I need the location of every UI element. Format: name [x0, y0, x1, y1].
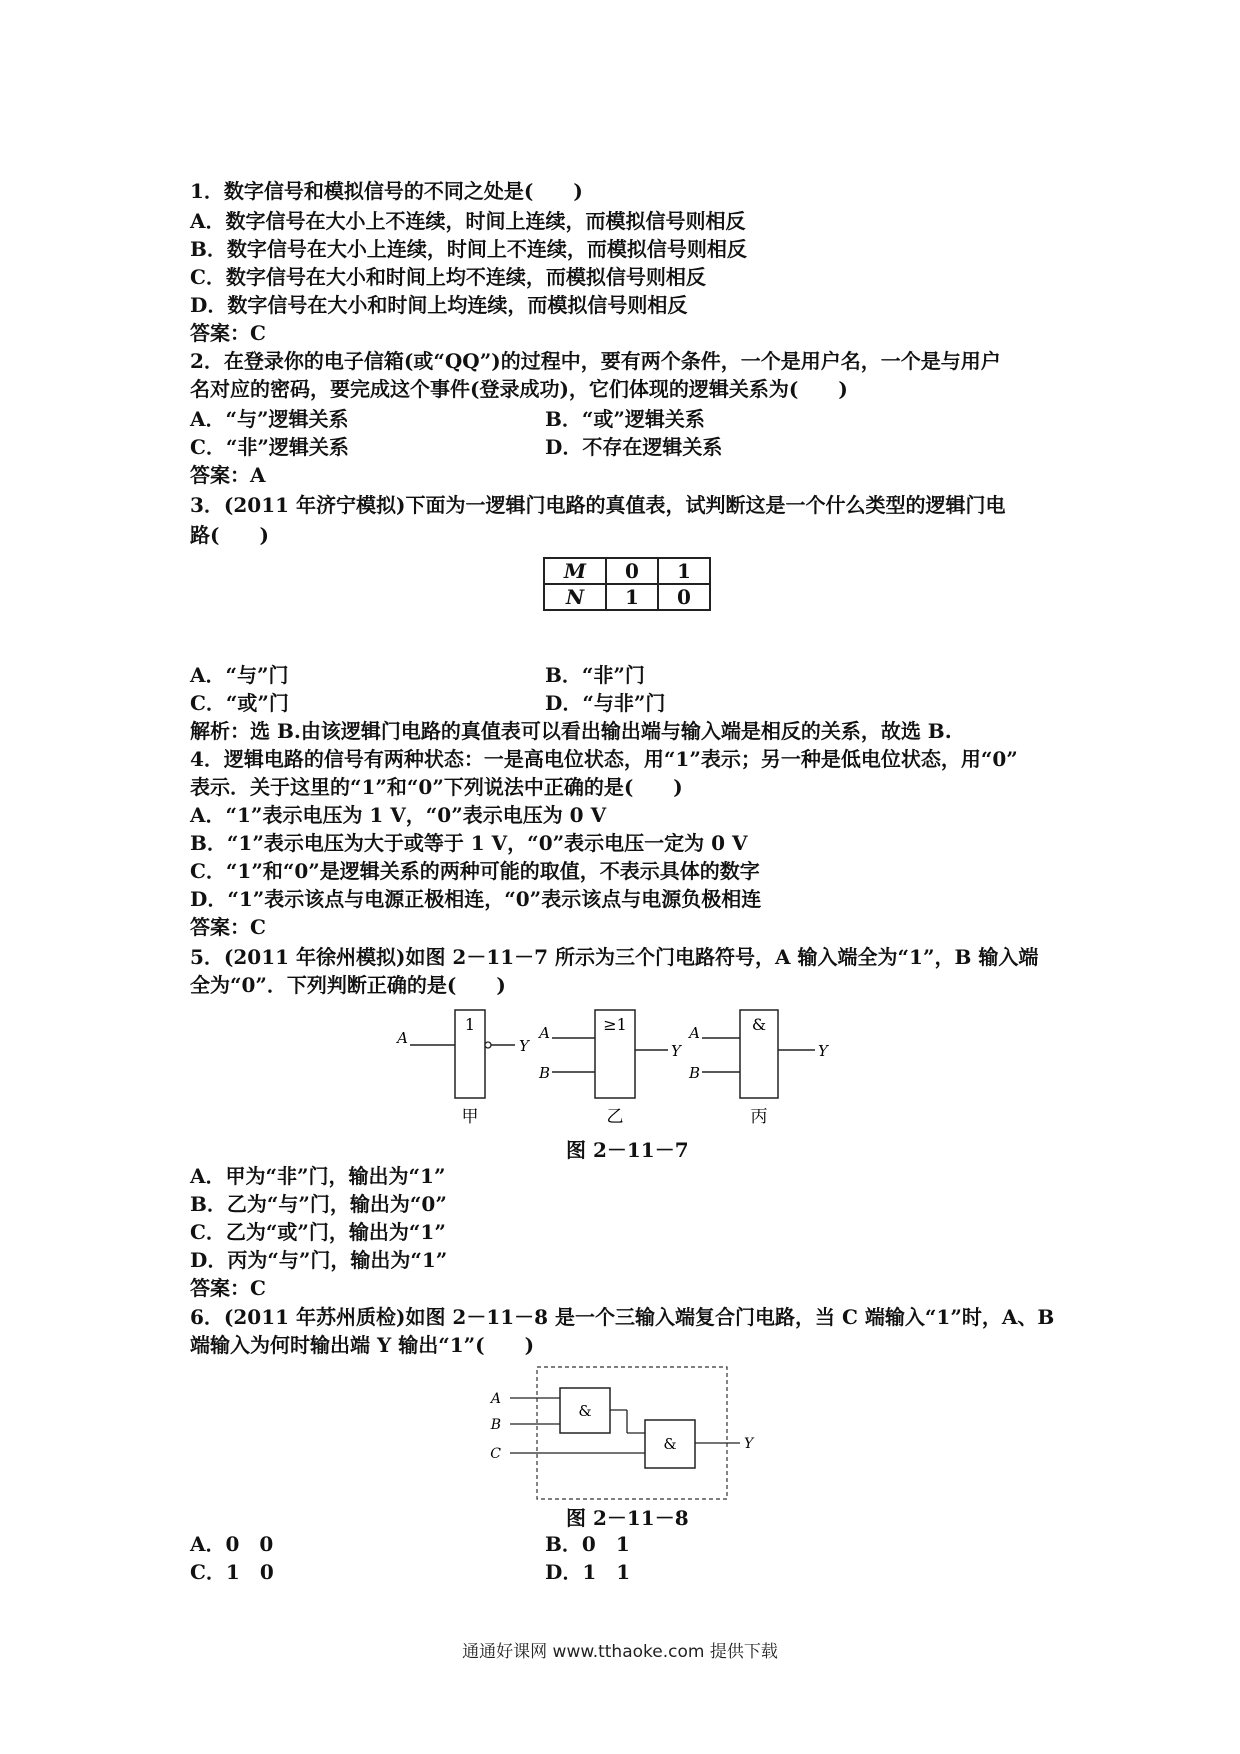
q3-stem-line2: 路( )	[190, 523, 269, 547]
output-y-label: Y	[744, 1436, 754, 1452]
q1-answer: 答案：C	[190, 321, 266, 345]
truth-table-cell: 1	[606, 584, 658, 610]
truth-table-cell: 0	[658, 584, 710, 610]
page-footer: 通通好课网 www.tthaoke.com 提供下载	[462, 1642, 778, 1662]
truth-table-cell: 1	[658, 558, 710, 584]
and-gate-1	[560, 1388, 610, 1433]
input-a-label: A	[490, 1391, 501, 1407]
truth-table-row	[544, 558, 710, 584]
gate3-caption: 丙	[750, 1107, 768, 1127]
q5-option-d: D．丙为“与”门，输出为“1”	[190, 1248, 448, 1272]
q4-answer: 答案：C	[190, 915, 266, 939]
q4-option-a: A．“1”表示电压为 1 V，“0”表示电压为 0 V	[190, 803, 607, 827]
q2-stem-line2: 名对应的密码，要完成这个事件(登录成功)，它们体现的逻辑关系为( )	[190, 377, 848, 401]
truth-table-row	[544, 584, 710, 610]
truth-table-cell: N	[544, 584, 606, 610]
gate3-output-y-label: Y	[818, 1042, 828, 1060]
q1-option-c: C．数字信号在大小和时间上均不连续，而模拟信号则相反	[190, 265, 706, 289]
q3-option-a: A．“与”门	[190, 663, 289, 687]
input-c-label: C	[490, 1446, 501, 1462]
q5-option-c: C．乙为“或”门，输出为“1”	[190, 1220, 446, 1244]
gate1-output-y-label: Y	[519, 1037, 529, 1055]
or-gate-symbol	[537, 1010, 683, 1127]
q2-stem-line1: 2．在登录你的电子信箱(或“QQ”)的过程中，要有两个条件，一个是用户名，一个是与用户	[190, 349, 1001, 373]
q2-option-a: A．“与”逻辑关系	[190, 407, 349, 431]
and-gate-symbol	[687, 1010, 830, 1127]
q4-stem-line2: 表示．关于这里的“1”和“0”下列说法中正确的是( )	[190, 775, 683, 799]
gate3-input-a-label: A	[689, 1024, 700, 1042]
q2-answer: 答案：A	[190, 463, 266, 487]
q5-stem-line1: 5．(2011 年徐州模拟)如图 2－11－7 所示为三个门电路符号，A 输入端全为“1”，B 输入端	[190, 945, 1039, 969]
and-gate-2-label: &	[663, 1435, 677, 1453]
and-gate-2	[645, 1420, 695, 1468]
q2-option-b: B．“或”逻辑关系	[545, 407, 705, 431]
q3-option-d: D．“与非”门	[545, 691, 666, 715]
gate1-label: 1	[464, 1015, 476, 1034]
q4-option-d: D．“1”表示该点与电源正极相连，“0”表示该点与电源负极相连	[190, 887, 762, 911]
not-gate-symbol	[395, 1010, 531, 1127]
q3-analysis: 解析：选 B.由该逻辑门电路的真值表可以看出输出端与输入端是相反的关系，故选 B.	[190, 719, 952, 743]
gate2-caption: 乙	[606, 1107, 624, 1127]
q2-option-d: D．不存在逻辑关系	[545, 435, 723, 459]
q3-stem-line1: 3．(2011 年济宁模拟)下面为一逻辑门电路的真值表，试判断这是一个什么类型的逻辑门电	[190, 493, 1006, 517]
q6-stem-line1: 6．(2011 年苏州质检)如图 2－11－8 是一个三输入端复合门电路，当 C 端输入“1”时，A、B	[190, 1305, 1055, 1329]
q4-option-b: B．“1”表示电压为大于或等于 1 V，“0”表示电压一定为 0 V	[190, 831, 748, 855]
truth-table-cell: M	[544, 558, 606, 584]
q5-stem-line2: 全为“0”．下列判断正确的是( )	[190, 973, 506, 997]
q4-option-c: C．“1”和“0”是逻辑关系的两种可能的取值，不表示具体的数字	[190, 859, 760, 883]
q1-option-b: B．数字信号在大小上连续，时间上不连续，而模拟信号则相反	[190, 237, 747, 261]
truth-table-cell: 0	[606, 558, 658, 584]
figure-caption-2-11-7: 图 2－11－7	[566, 1138, 689, 1162]
gate2-label: ≥1	[603, 1015, 627, 1034]
input-b-label: B	[490, 1417, 501, 1433]
q1-option-d: D．数字信号在大小和时间上均连续，而模拟信号则相反	[190, 293, 688, 317]
gate2-output-y-label: Y	[671, 1042, 681, 1060]
q6-option-a: A．0 0	[190, 1532, 274, 1556]
gate-symbols-figure	[397, 1000, 840, 1130]
q6-option-b: B．0 1	[545, 1532, 630, 1556]
q5-option-b: B．乙为“与”门，输出为“0”	[190, 1192, 447, 1216]
figure-caption-2-11-8: 图 2－11－8	[566, 1506, 689, 1530]
gate1-caption: 甲	[461, 1107, 479, 1127]
q5-answer: 答案：C	[190, 1276, 266, 1300]
q1-option-a: A．数字信号在大小上不连续，时间上连续，而模拟信号则相反	[190, 209, 746, 233]
gate2-input-a-label: A	[539, 1024, 550, 1042]
gate3-label: &	[751, 1015, 767, 1034]
q3-option-c: C．“或”门	[190, 691, 289, 715]
truth-table	[543, 557, 711, 611]
gate1-input-a-label: A	[397, 1029, 408, 1047]
q2-option-c: C．“非”逻辑关系	[190, 435, 349, 459]
compound-gate-figure	[485, 1365, 775, 1505]
q4-stem-line1: 4．逻辑电路的信号有两种状态：一是高电位状态，用“1”表示；另一种是低电位状态，用“0”	[190, 747, 1018, 771]
q1-stem: 1．数字信号和模拟信号的不同之处是( )	[190, 179, 583, 203]
q6-option-d: D．1 1	[545, 1560, 631, 1584]
gate2-input-b-label: B	[538, 1064, 550, 1082]
q6-option-c: C．1 0	[190, 1560, 274, 1584]
q5-option-a: A．甲为“非”门，输出为“1”	[190, 1164, 446, 1188]
q6-stem-line2: 端输入为何时输出端 Y 输出“1”( )	[190, 1333, 535, 1357]
q3-option-b: B．“非”门	[545, 663, 645, 687]
gate3-input-b-label: B	[688, 1064, 700, 1082]
and-gate-1-label: &	[578, 1402, 592, 1420]
